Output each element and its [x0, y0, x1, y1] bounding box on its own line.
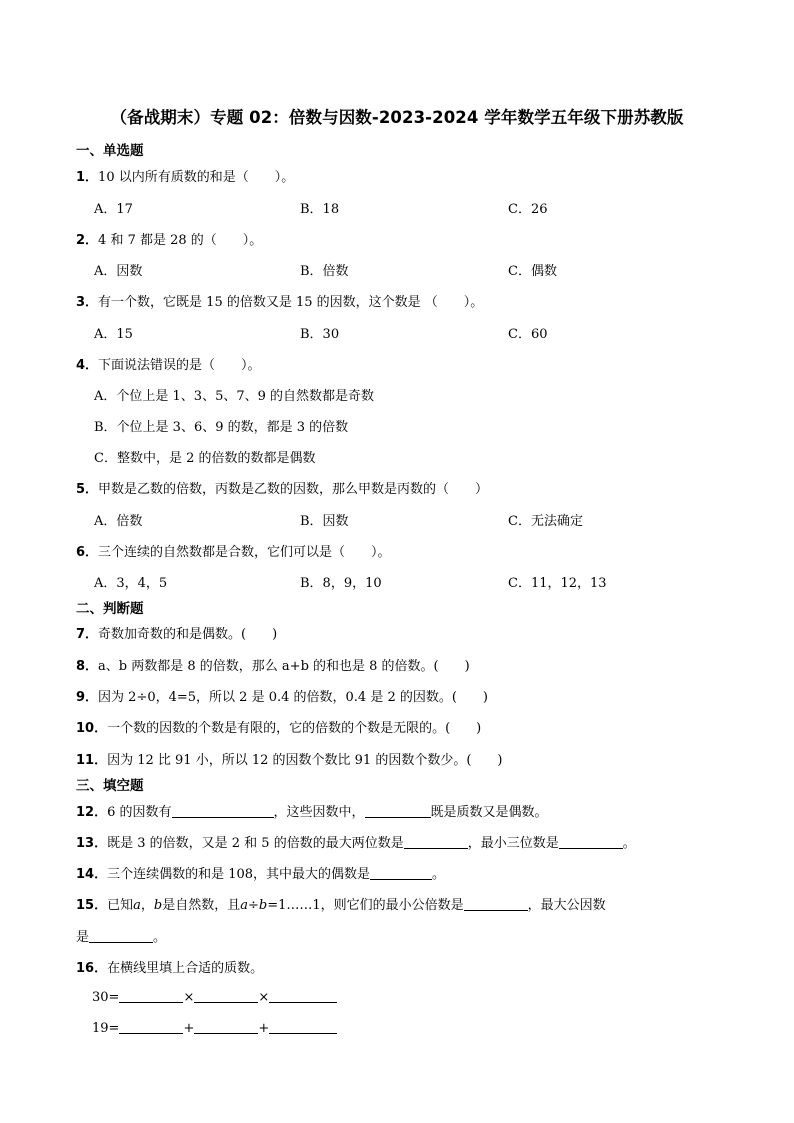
question-text: =1……1，则它们的最小公倍数是 [267, 898, 464, 913]
answer-blank[interactable] [269, 989, 337, 1003]
option-c: C．26 [508, 202, 548, 217]
question-12 [76, 801, 548, 820]
answer-blank[interactable] [194, 1020, 258, 1034]
variable-b: b [258, 898, 268, 913]
question-10 [76, 717, 481, 736]
question-text: 4 和 7 都是 28 的（ ）。 [98, 233, 263, 248]
question-text: ， [140, 898, 154, 913]
option-a: A．倍数 [94, 514, 143, 529]
question-number: 11． [76, 753, 108, 768]
answer-blank[interactable] [559, 835, 623, 849]
answer-blank[interactable] [119, 1020, 183, 1034]
question-number: 3． [76, 295, 99, 310]
option-b: B．8，9，10 [300, 576, 382, 591]
times-sign: × [258, 990, 270, 1005]
question-14 [76, 863, 445, 882]
question-16 [76, 957, 263, 976]
times-sign: × [183, 990, 195, 1005]
section-heading-fill-in: 三、填空题 [76, 778, 144, 794]
question-11 [76, 749, 502, 768]
plus-sign: + [258, 1021, 270, 1036]
option-b: B．因数 [300, 514, 349, 529]
question-6 [76, 541, 391, 560]
question-number: 13． [76, 836, 108, 851]
question-text: 下面说法错误的是（ ）。 [98, 358, 261, 373]
answer-blank[interactable] [464, 897, 528, 911]
question-4 [76, 354, 261, 373]
question-number: 9． [76, 690, 99, 705]
option-b: B．18 [300, 202, 340, 217]
question-15 [76, 894, 606, 913]
question-text: 三个连续偶数的和是 108，其中最大的偶数是 [107, 867, 371, 882]
section-heading-true-false: 二、判断题 [76, 601, 144, 617]
question-text: 三个连续的自然数都是合数，它们可以是（ ）。 [98, 545, 391, 560]
question-number: 8． [76, 659, 99, 674]
variable-a: a [240, 898, 248, 913]
question-text: 既是质数又是偶数。 [430, 805, 548, 820]
answer-blank[interactable] [119, 989, 183, 1003]
variable-b: b [153, 898, 163, 913]
option-b: B．个位上是 3、6、9 的数，都是 3 的倍数 [94, 420, 349, 435]
question-number: 16． [76, 961, 108, 976]
question-2 [76, 229, 262, 248]
question-9 [76, 686, 488, 705]
question-text: 在横线里填上合适的质数。 [107, 961, 264, 976]
question-text: 已知 [107, 898, 134, 913]
answer-blank[interactable] [89, 929, 153, 943]
option-c: C．60 [508, 327, 548, 342]
option-b: B．30 [300, 327, 340, 342]
question-text: 。 [432, 867, 446, 882]
question-text: a、b 两数都是 8 的倍数，那么 a+b 的和也是 8 的倍数。( ) [98, 659, 470, 674]
equation-line-product [92, 989, 337, 1005]
question-text: 奇数加奇数的和是偶数。( ) [98, 627, 278, 642]
question-text: ，这些因数中， [273, 805, 365, 820]
question-text: 是自然数，且 [162, 898, 241, 913]
option-a: A．17 [94, 202, 133, 217]
question-number: 7． [76, 627, 99, 642]
answer-blank[interactable] [370, 866, 432, 880]
equation-lhs: 30= [92, 990, 120, 1005]
question-text: 甲数是乙数的倍数，丙数是乙数的因数，那么甲数是丙数的（ ） [98, 482, 489, 497]
question-15-continued [76, 926, 166, 945]
question-number: 4． [76, 358, 99, 373]
answer-blank[interactable] [172, 804, 274, 818]
question-text: 既是 3 的倍数，又是 2 和 5 的倍数的最大两位数是 [107, 836, 404, 851]
option-a: A．因数 [94, 264, 143, 279]
question-text: 。 [622, 836, 636, 851]
question-text: 6 的因数有 [107, 805, 172, 820]
question-text: 10 以内所有质数的和是（ ）。 [98, 170, 295, 185]
answer-blank[interactable] [365, 804, 431, 818]
option-a: A．15 [94, 327, 133, 342]
question-text: ，最小三位数是 [467, 836, 559, 851]
question-text: 因为 12 比 91 小，所以 12 的因数个数比 91 的因数个数少。( ) [107, 753, 503, 768]
option-c: C．整数中，是 2 的倍数的数都是偶数 [94, 451, 316, 466]
question-1 [76, 166, 294, 185]
question-number: 5． [76, 482, 99, 497]
equation-lhs: 19= [92, 1021, 120, 1036]
plus-sign: + [183, 1021, 195, 1036]
page-title: （备战期末）专题 02：倍数与因数-2023-2024 学年数学五年级下册苏教版 [110, 108, 684, 127]
answer-blank[interactable] [404, 835, 468, 849]
question-5 [76, 478, 488, 497]
question-text: 因为 2÷0，4=5，所以 2 是 0.4 的倍数，0.4 是 2 的因数。( ) [98, 690, 489, 705]
question-13 [76, 832, 636, 851]
division-sign: ÷ [248, 898, 259, 913]
question-text: 一个数的因数的个数是有限的，它的倍数的个数是无限的。( ) [107, 721, 482, 736]
answer-blank[interactable] [269, 1020, 337, 1034]
option-c: C．11，12，13 [508, 576, 607, 591]
question-text: 有一个数，它既是 15 的倍数又是 15 的因数，这个数是 （ ）。 [98, 295, 484, 310]
answer-blank[interactable] [194, 989, 258, 1003]
option-c: C．无法确定 [508, 514, 583, 529]
question-number: 2． [76, 233, 99, 248]
question-text: 。 [153, 930, 167, 945]
question-number: 12． [76, 805, 108, 820]
option-a: A．3，4，5 [94, 576, 168, 591]
question-number: 15． [76, 898, 108, 913]
equation-line-sum [92, 1020, 337, 1036]
question-text: 是 [76, 930, 90, 945]
question-number: 6． [76, 545, 99, 560]
question-3 [76, 291, 483, 310]
question-text: ，最大公因数 [527, 898, 606, 913]
question-7 [76, 623, 277, 642]
question-8 [76, 655, 470, 674]
question-number: 1． [76, 170, 99, 185]
option-b: B．倍数 [300, 264, 349, 279]
variable-a: a [133, 898, 141, 913]
question-number: 14． [76, 867, 108, 882]
option-c: C．偶数 [508, 264, 557, 279]
section-heading-single-choice: 一、单选题 [76, 143, 144, 159]
option-a: A．个位上是 1、3、5、7、9 的自然数都是奇数 [94, 389, 375, 404]
question-number: 10． [76, 721, 108, 736]
